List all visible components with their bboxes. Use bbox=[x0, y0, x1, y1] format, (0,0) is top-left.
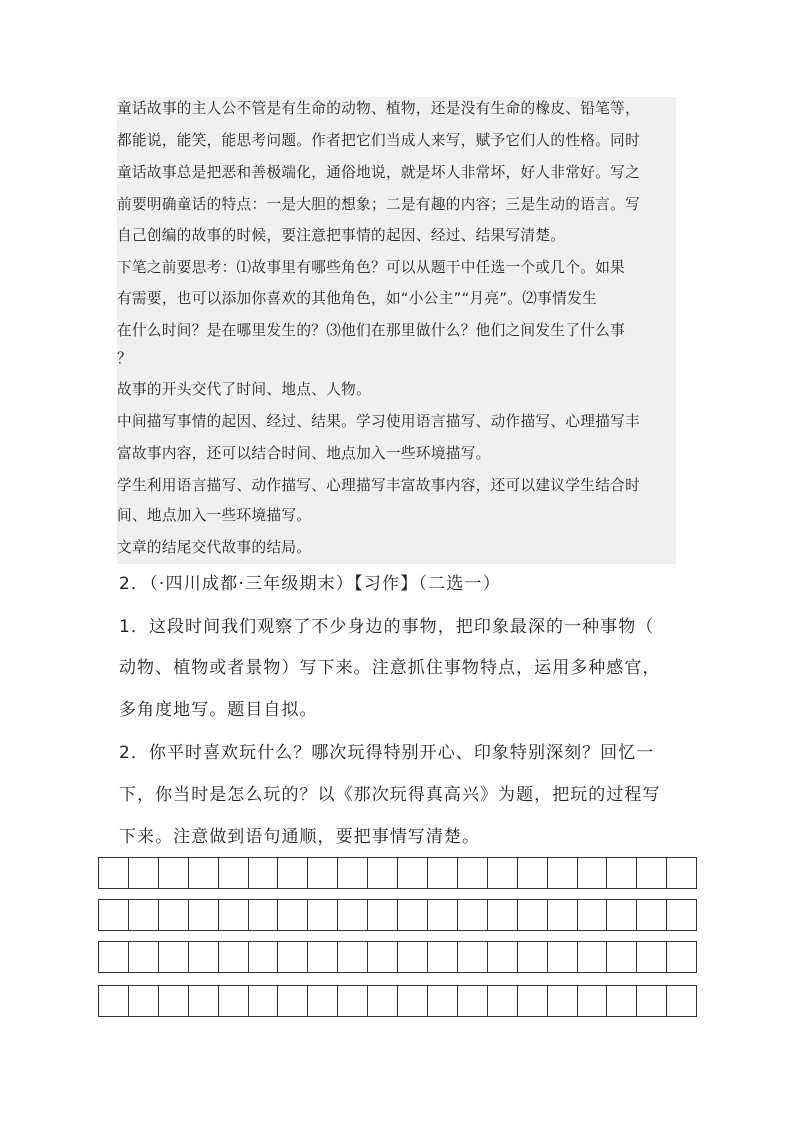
grid-cell bbox=[219, 986, 249, 1016]
grid-cell bbox=[667, 986, 696, 1016]
grid-cell bbox=[548, 858, 578, 888]
grid-cell bbox=[368, 942, 398, 972]
guidance-line: 学生利用语言描写、动作描写、心理描写丰富故事内容，还可以建议学生结合时 bbox=[117, 477, 641, 494]
guidance-line: 都能说，能笑，能思考问题。作者把它们当成人来写，赋予它们人的性格。同时 bbox=[117, 132, 641, 149]
grid-cell bbox=[637, 986, 667, 1016]
grid-cell bbox=[398, 986, 428, 1016]
option1-line: 1．这段时间我们观察了不少身边的事物，把印象最深的一种事物（ bbox=[119, 617, 655, 637]
grid-cell bbox=[189, 942, 219, 972]
option2-line: 2．你平时喜欢玩什么？哪次玩得特别开心、印象特别深刻？回忆一 bbox=[119, 743, 655, 763]
guidance-line: 故事的开头交代了时间、地点、人物。 bbox=[117, 381, 372, 398]
grid-cell bbox=[159, 986, 189, 1016]
grid-cell bbox=[458, 942, 488, 972]
grid-cell bbox=[308, 986, 338, 1016]
guidance-line: ？ bbox=[117, 350, 132, 367]
guidance-line: 有需要，也可以添加你喜欢的其他角色，如“小公主”“月亮”。⑵事情发生 bbox=[117, 290, 597, 307]
grid-cell bbox=[637, 900, 667, 930]
grid-cell bbox=[159, 858, 189, 888]
grid-cell bbox=[189, 858, 219, 888]
grid-cell bbox=[458, 858, 488, 888]
grid-cell bbox=[338, 942, 368, 972]
grid-cell bbox=[607, 900, 637, 930]
grid-cell bbox=[637, 942, 667, 972]
guidance-line: 富故事内容，还可以结合时间、地点加入一些环境描写。 bbox=[117, 445, 491, 462]
grid-cell bbox=[249, 986, 279, 1016]
grid-cell bbox=[578, 858, 608, 888]
grid-cell bbox=[159, 942, 189, 972]
guidance-line: 下笔之前要思考：⑴故事里有哪些角色？可以从题干中任选一个或几个。如果 bbox=[117, 259, 626, 276]
grid-cell bbox=[129, 986, 159, 1016]
grid-cell bbox=[368, 900, 398, 930]
writing-grid-group bbox=[98, 857, 697, 889]
question-title: 2．（·四川成都·三年级期末）【习作】（二选一） bbox=[119, 574, 501, 594]
grid-cell bbox=[518, 942, 548, 972]
grid-cell bbox=[637, 858, 667, 888]
grid-cell bbox=[607, 858, 637, 888]
grid-cell bbox=[308, 900, 338, 930]
grid-cell bbox=[398, 858, 428, 888]
grid-cell bbox=[99, 858, 129, 888]
grid-cell bbox=[488, 900, 518, 930]
grid-cell bbox=[428, 942, 458, 972]
grid-cell bbox=[189, 900, 219, 930]
grid-cell bbox=[338, 900, 368, 930]
grid-cell bbox=[278, 900, 308, 930]
grid-cell bbox=[458, 900, 488, 930]
grid-cell bbox=[548, 942, 578, 972]
grid-cell bbox=[578, 986, 608, 1016]
guidance-line: 童话故事总是把恶和善极端化，通俗地说，就是坏人非常坏，好人非常好。写之 bbox=[117, 164, 641, 181]
grid-cell bbox=[219, 858, 249, 888]
grid-cell bbox=[518, 900, 548, 930]
grid-cell bbox=[219, 942, 249, 972]
grid-cell bbox=[368, 986, 398, 1016]
grid-cell bbox=[488, 858, 518, 888]
grid-cell bbox=[278, 986, 308, 1016]
grid-cell bbox=[398, 900, 428, 930]
grid-cell bbox=[99, 986, 129, 1016]
grid-cell bbox=[99, 900, 129, 930]
grid-cell bbox=[129, 900, 159, 930]
guidance-line: 在什么时间？是在哪里发生的？⑶他们在那里做什么？他们之间发生了什么事 bbox=[117, 322, 626, 339]
writing-grid-group bbox=[98, 985, 697, 1017]
grid-cell bbox=[249, 900, 279, 930]
grid-cell bbox=[548, 900, 578, 930]
grid-cell bbox=[518, 986, 548, 1016]
answer-guidance-block bbox=[117, 97, 676, 564]
grid-cell bbox=[607, 942, 637, 972]
grid-cell bbox=[99, 942, 129, 972]
grid-cell bbox=[607, 986, 637, 1016]
grid-cell bbox=[578, 900, 608, 930]
grid-cell bbox=[159, 900, 189, 930]
grid-cell bbox=[129, 858, 159, 888]
grid-cell bbox=[667, 942, 696, 972]
grid-cell bbox=[368, 858, 398, 888]
grid-cell bbox=[667, 900, 696, 930]
writing-grid-group bbox=[98, 899, 697, 931]
guidance-line: 前要明确童话的特点：一是大胆的想象；二是有趣的内容；三是生动的语言。写 bbox=[117, 196, 641, 213]
grid-cell bbox=[249, 942, 279, 972]
option1-line: 多角度地写。题目自拟。 bbox=[119, 700, 318, 720]
grid-cell bbox=[338, 858, 368, 888]
grid-cell bbox=[189, 986, 219, 1016]
grid-cell bbox=[308, 942, 338, 972]
option2-line: 下来。注意做到语句通顺，要把事情写清楚。 bbox=[119, 827, 480, 847]
grid-cell bbox=[548, 986, 578, 1016]
guidance-line: 中间描写事情的起因、经过、结果。学习使用语言描写、动作描写、心理描写丰 bbox=[117, 413, 641, 430]
grid-cell bbox=[129, 942, 159, 972]
guidance-line: 间、地点加入一些环境描写。 bbox=[117, 507, 312, 524]
grid-cell bbox=[458, 986, 488, 1016]
grid-cell bbox=[338, 986, 368, 1016]
grid-cell bbox=[518, 858, 548, 888]
grid-cell bbox=[428, 858, 458, 888]
grid-cell bbox=[249, 858, 279, 888]
grid-cell bbox=[219, 900, 249, 930]
guidance-line: 自己创编的故事的时候，要注意把事情的起因、经过、结果写清楚。 bbox=[117, 227, 566, 244]
guidance-line: 童话故事的主人公不管是有生命的动物、植物，还是没有生命的橡皮、铅笔等， bbox=[117, 100, 641, 117]
grid-cell bbox=[428, 986, 458, 1016]
grid-cell bbox=[278, 942, 308, 972]
grid-cell bbox=[308, 858, 338, 888]
guidance-line: 文章的结尾交代故事的结局。 bbox=[117, 539, 312, 556]
grid-cell bbox=[667, 858, 696, 888]
grid-cell bbox=[488, 986, 518, 1016]
grid-cell bbox=[578, 942, 608, 972]
grid-cell bbox=[278, 858, 308, 888]
option1-line: 动物、植物或者景物）写下来。注意抓住事物特点，运用多种感官， bbox=[119, 658, 661, 678]
grid-cell bbox=[428, 900, 458, 930]
grid-cell bbox=[488, 942, 518, 972]
option2-line: 下，你当时是怎么玩的？以《那次玩得真高兴》为题，把玩的过程写 bbox=[119, 785, 661, 805]
grid-cell bbox=[398, 942, 428, 972]
writing-grid-group bbox=[98, 941, 697, 973]
